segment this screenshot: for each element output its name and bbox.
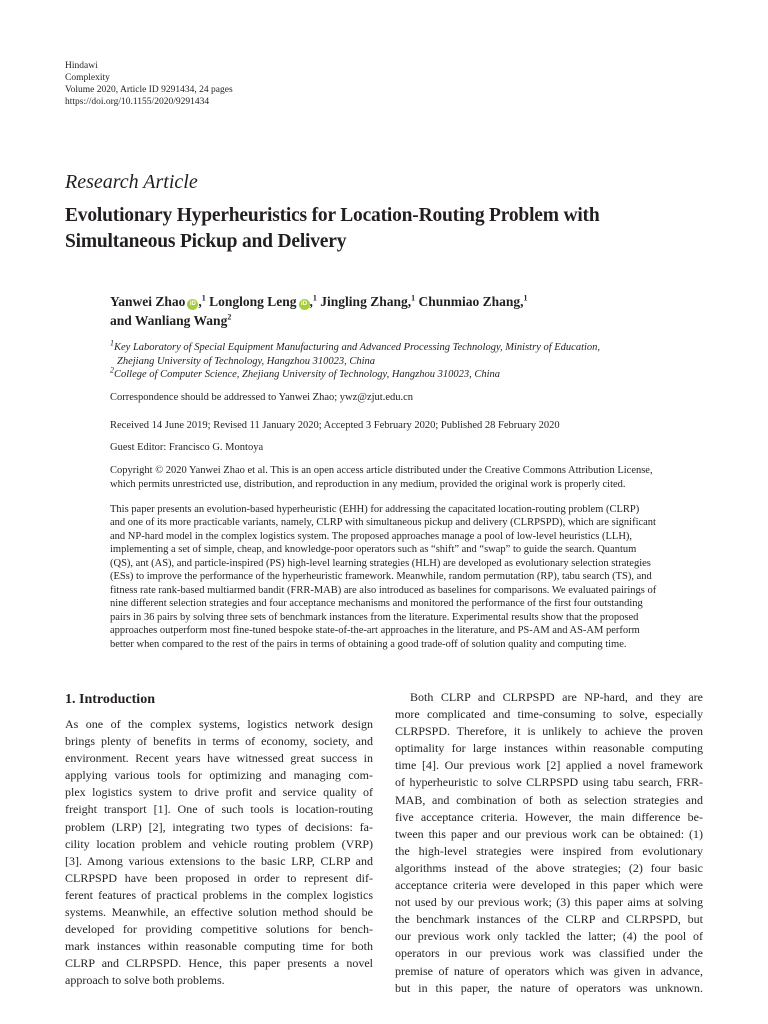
guest-editor: Guest Editor: Francisco G. Montoya [110, 442, 264, 453]
abstract-line: This paper presents an evolution-based hyperheuristic (EHH) for addressing the capacitated location-routing problem (CLRP) [110, 504, 640, 515]
body-line: CLRPSPD. Therefore, it is unlikely to achieve the proven [395, 724, 703, 739]
abstract-line: better when compared to the rest of the pairs in terms of obtaining a good trade-off of solution quality and computing time. [110, 638, 627, 650]
correspondence: Correspondence should be addressed to Yanwei Zhao; ywz@zjut.edu.cn [110, 392, 414, 403]
copyright-notice [110, 464, 705, 492]
abstract-line: fitness rate rank-based multiarmed bandit (FRR-MAB) are also introduced as baselines for comparisons. We evaluated pairings of [110, 584, 657, 596]
body-line: tween this paper and our previous work can be obtained: (1) [395, 826, 703, 841]
affiliations [110, 338, 601, 382]
body-line: the benchmark instances of the CLRP and CLRPSPD, but [395, 912, 703, 927]
author-name[interactable]: Longlong Leng [209, 294, 297, 309]
journal-info [65, 60, 233, 108]
journal-name: Complexity [65, 73, 110, 83]
abstract-line: pairs in 36 pairs by solving three sets of benchmark instances from the literature. Experimental results show that the proposed [110, 611, 639, 623]
affiliation-cont [110, 355, 600, 369]
publisher: Hindawi [65, 61, 98, 71]
body-line: time [4]. Our previous work [2] applied a novel framework [395, 758, 703, 773]
author-affil-sup: 1 [201, 293, 206, 303]
body-line: MAB, and combination of both as selection strategies and [395, 792, 703, 807]
body-line: the high-level strategies were inspired from evolutionary [395, 843, 703, 858]
section-heading: 1. Introduction [65, 692, 155, 707]
intro-right-column [395, 689, 703, 997]
body-line: algorithms instead of the above strategies; (2) four basic [395, 860, 703, 875]
body-line: environment. Recent years have witnessed great success in [65, 751, 373, 766]
abstract-line: and one of its more practicable variants, namely, CLRP with simultaneous pickup and delivery (CLRPSPD), which are significant [110, 517, 656, 529]
body-line: Both CLRP and CLRPSPD are NP-hard, and they are [410, 690, 703, 704]
abstract-line: (QS), ant (AS), and particle-inspired (PS) high-level learning strategies (HLH) are developed as evolutionary selection strategies [110, 557, 651, 569]
title-line: Evolutionary Hyperheuristics for Location-Routing Problem with [65, 205, 600, 226]
author-affil-sup: 2 [227, 312, 232, 322]
body-line: systems. Meanwhile, an effective solution method should be [65, 905, 373, 920]
orcid-icon[interactable]: iD [299, 299, 310, 310]
abstract-line: approaches outperform most fine-tuned bespoke state-of-the-art approaches in the literature, and PS-AM and AS-AM perform [110, 625, 640, 637]
body-line: plex logistics system to drive profit and service quality of [65, 785, 373, 800]
affiliation [110, 365, 600, 382]
body-line: [3]. Among various extensions to the basic LRP, CLRP and [65, 853, 373, 868]
body-line: mark instances within reasonable computing time for both [65, 939, 373, 954]
author-affil-sup: 1 [411, 293, 416, 303]
copyright-line: which permits unrestricted use, distribution, and reproduction in any medium, provided the original work is properly cited. [110, 479, 626, 490]
body-line: more complicated and time-consuming to solve, especially [395, 707, 703, 722]
journal-volume: Volume 2020, Article ID 9291434, 24 pages [65, 85, 233, 95]
author-list [110, 292, 710, 330]
body-line: optimality for large instances within reasonable computing [395, 741, 703, 756]
body-line: developed for providing competitive solutions for bench- [65, 922, 373, 937]
body-line: premise of nature of operators which was given in advance, [395, 963, 703, 978]
copyright-line: Copyright © 2020 Yanwei Zhao et al. This is an open access article distributed under the Creative Commons Attribution License, [110, 465, 653, 476]
body-line: CLRP and CLRPSPD. Hence, this paper presents a novel [65, 956, 373, 971]
body-line: As one of the complex systems, logistics network design [65, 717, 373, 731]
author-name[interactable]: Chunmiao Zhang, [418, 294, 524, 309]
author-name[interactable]: Jingling Zhang, [320, 294, 412, 309]
body-line: operators in our previous work was classified under the [395, 946, 703, 961]
body-line: CLRPSPD have been proposed in order to represent dif- [65, 870, 373, 885]
abstract-line: and NP-hard model in the complex logistics system. The proposed approaches manage a pool of low-level heuristics (LLH), [110, 530, 633, 542]
affil-text: College of Computer Science, Zhejiang University of Technology, Hangzhou 310023, China [114, 369, 501, 380]
body-line: five acceptance criteria. However, the main difference be- [395, 809, 703, 824]
affil-text: Key Laboratory of Special Equipment Manufacturing and Advanced Processing Technology, Ministry of Education, [114, 342, 601, 353]
journal-doi[interactable]: https://doi.org/10.1155/2020/9291434 [65, 97, 210, 107]
author-affil-sup: 1 [312, 293, 317, 303]
affiliation [110, 338, 601, 355]
body-line: approach to solve both problems. [65, 973, 225, 988]
abstract [110, 503, 705, 651]
affil-sup: 1 [110, 338, 114, 348]
body-line: but in this paper, the nature of operators was unknown. [395, 980, 703, 995]
body-line: applying various tools for optimizing and managing com- [65, 768, 373, 783]
body-line: brings plenty of benefits in terms of economy, society, and [65, 734, 373, 749]
article-type: Research Article [65, 171, 198, 193]
title-line: Simultaneous Pickup and Delivery [65, 231, 347, 252]
author-line [110, 311, 710, 330]
body-line: of hyperheuristic to solve CLRPSPD using tabu search, FRR- [395, 775, 703, 790]
intro-left-column [65, 716, 373, 990]
affil-sup: 2 [110, 365, 114, 375]
abstract-line: implementing a set of simple, cheap, and knowledge-poor operators such as “shift” and “swap” to guide the search. Quantum [110, 544, 637, 556]
affil-text: Zhejiang University of Technology, Hangzhou 310023, China [117, 355, 376, 367]
body-line: cility location problem and vehicle routing problem (VRP) [65, 836, 373, 851]
abstract-line: (ESs) to improve the performance of the hyperheuristic framework. Meanwhile, random permutation (RP), tabu search (TS), and [110, 571, 652, 583]
author-line: Yanwei Zhao iD ,$^1$ Longlong Leng iD ,$^1$ Jingling Zhang,$^1$ Chunmiao Zhang,$^1$ [110, 293, 528, 309]
author-name[interactable]: and Wanliang Wang [110, 313, 228, 328]
body-line: not used by our previous work; (3) this paper aims at solving [395, 895, 703, 910]
body-line: ferent features of practical problems in the complex logistics [65, 887, 373, 902]
author-name[interactable]: Yanwei Zhao [110, 294, 186, 309]
abstract-line: nine different selection strategies and four acceptance mechanisms and monitored the performance of the first four outstanding [110, 598, 643, 610]
orcid-icon[interactable]: iD [187, 299, 198, 310]
body-line: freight transport [1]. One of such tools is location-routing [65, 802, 373, 817]
body-line: acceptance criteria were developed in this paper which were [395, 878, 703, 893]
article-title [65, 203, 725, 255]
body-line: problem (LRP) [2], integrating two types of decisions: fa- [65, 819, 373, 834]
publication-dates: Received 14 June 2019; Revised 11 January 2020; Accepted 3 February 2020; Published 28 February 2020 [110, 420, 560, 431]
author-affil-sup: 1 [523, 293, 528, 303]
body-line: our previous work only tackled the latter; (4) the pool of [395, 929, 703, 944]
